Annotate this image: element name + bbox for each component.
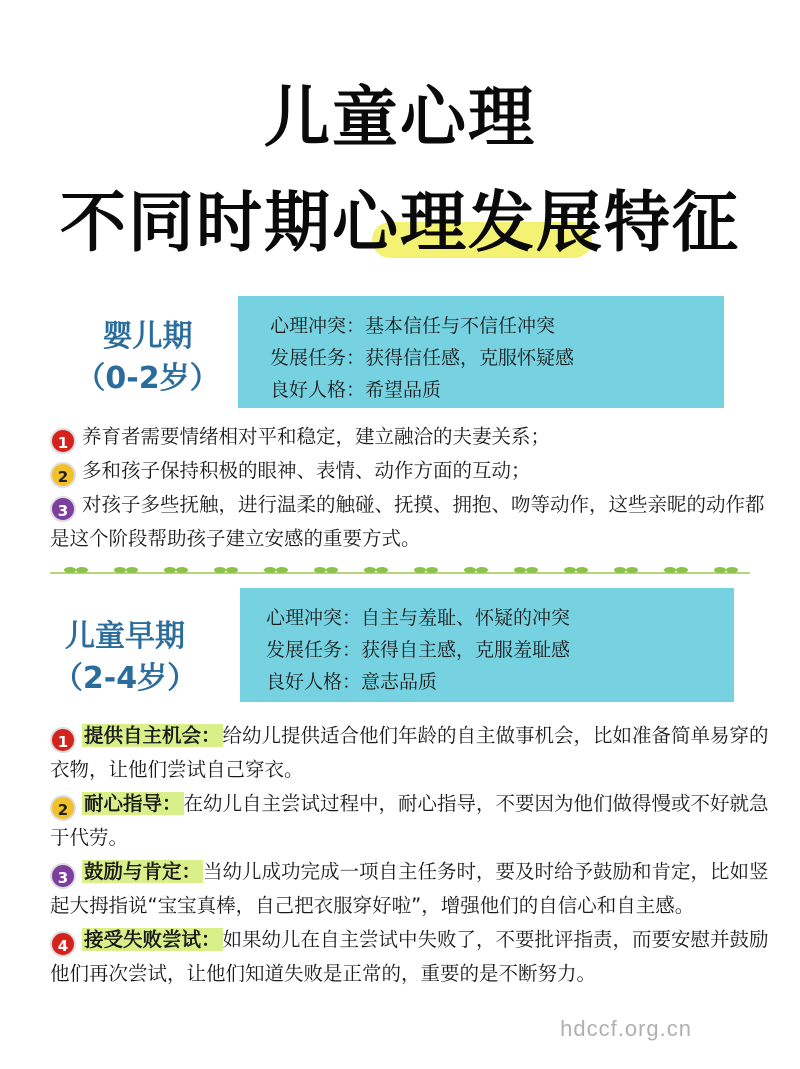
info-task: 发展任务：获得信任感，克服怀疑感	[270, 347, 575, 369]
list-item	[50, 420, 770, 454]
stage-age: （2-4岁）	[52, 661, 198, 696]
page-subtitle: 不同时期心理发展特征	[60, 184, 740, 261]
info-conflict: 心理冲突：基本信任与不信任冲突	[270, 315, 556, 337]
info-personality: 良好人格：意志品质	[266, 671, 438, 693]
stage-age: （0-2岁）	[75, 361, 220, 396]
number-4-icon: 4	[50, 931, 76, 957]
point-text: 在幼儿自主尝试过程中，耐心指导，不要因为他们做得慢或不好就急于代劳。	[50, 792, 769, 849]
page-title: 儿童心理	[264, 79, 536, 156]
point-key: 提供自主机会：	[84, 724, 221, 747]
vine-divider	[50, 566, 750, 580]
stage-early-childhood-heading	[40, 616, 210, 700]
list-item	[50, 454, 770, 488]
point-key: 鼓励与肯定：	[84, 860, 202, 883]
stage-name: 儿童早期	[65, 619, 185, 654]
point-key: 接受失败尝试：	[84, 928, 221, 951]
stage-early-childhood-points	[50, 719, 770, 991]
stage-infancy-points	[50, 420, 770, 556]
list-item	[50, 719, 770, 787]
point-text: 多和孩子保持积极的眼神、表情、动作方面的互动；	[82, 459, 531, 482]
list-item	[50, 855, 770, 923]
point-text: 养育者需要情绪相对平和稳定，建立融洽的夫妻关系；	[82, 425, 551, 448]
point-text: 对孩子多些抚触，进行温柔的触碰、抚摸、拥抱、吻等动作，这些亲昵的动作都是这个阶段帮助孩子建立安感的重要方式。	[50, 493, 765, 550]
stage-early-childhood-info-box	[240, 588, 734, 702]
point-text: 当幼儿成功完成一项自主任务时，要及时给予鼓励和肯定，比如竖起大拇指说“宝宝真棒，自己把衣服穿好啦”，增强他们的自信心和自主感。	[50, 860, 769, 917]
stage-name: 婴儿期	[102, 319, 193, 354]
list-item	[50, 923, 770, 991]
number-3-icon: 3	[50, 496, 76, 522]
info-conflict: 心理冲突：自主与羞耻、怀疑的冲突	[266, 607, 571, 629]
point-text: 给幼儿提供适合他们年龄的自主做事机会，比如准备简单易穿的衣物，让他们尝试自己穿衣。	[50, 724, 769, 781]
watermark: hdccf.org.cn	[560, 1016, 692, 1041]
stage-infancy-heading	[60, 316, 235, 400]
info-personality: 良好人格：希望品质	[270, 379, 442, 401]
number-2-icon: 2	[50, 795, 76, 821]
point-key: 耐心指导：	[84, 792, 182, 815]
number-2-icon: 2	[50, 462, 76, 488]
number-1-icon: 1	[50, 428, 76, 454]
number-1-icon: 1	[50, 727, 76, 753]
number-3-icon: 3	[50, 863, 76, 889]
info-task: 发展任务：获得自主感，克服羞耻感	[266, 639, 571, 661]
list-item	[50, 787, 770, 855]
stage-infancy-info-box	[238, 296, 724, 408]
list-item	[50, 488, 770, 556]
point-text: 如果幼儿在自主尝试中失败了，不要批评指责，而要安慰并鼓励他们再次尝试，让他们知道失败是正常的，重要的是不断努力。	[50, 928, 769, 985]
